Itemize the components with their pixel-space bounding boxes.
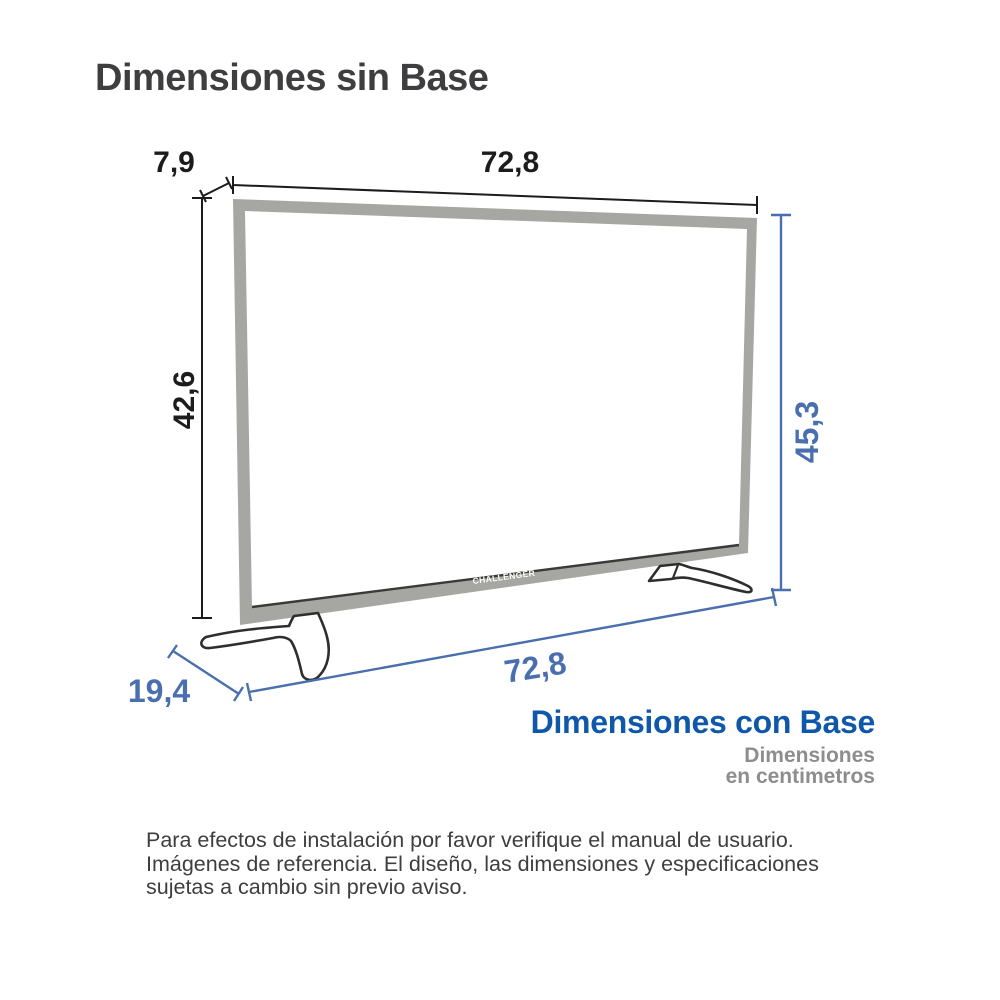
units-note-line1: Dimensiones — [744, 744, 875, 767]
width-without-base-label: 72,8 — [480, 146, 540, 179]
disclaimer-text — [146, 829, 906, 900]
width-with-base-label: 72,8 — [501, 644, 569, 690]
units-note-line2: en centimetros — [725, 765, 875, 788]
dimensions-with-base-caption — [531, 704, 875, 787]
with-base-title: Dimensiones con Base — [530, 704, 875, 740]
disclaimer-line-3: sujetas a cambio sin previo aviso. — [146, 875, 468, 899]
height-with-base-label: 45,3 — [789, 400, 825, 464]
tv-stand-right-leg — [649, 564, 752, 592]
depth-with-base-label: 19,4 — [127, 673, 191, 709]
tv-brand-logo: CHALLENGER — [471, 567, 536, 586]
disclaimer-line-1: Para efectos de instalación por favor verifique el manual de usuario. — [146, 828, 794, 852]
tv-figure — [201, 199, 757, 680]
tv-stand-left-leg — [201, 613, 328, 680]
dimension-line-height-right — [771, 215, 791, 590]
depth-without-base-label: 7,9 — [153, 146, 195, 179]
disclaimer-line-2: Imágenes de referencia. El diseño, las dimensiones y especificaciones — [146, 851, 819, 876]
height-without-base-label: 42,6 — [168, 370, 201, 430]
tv-screen — [245, 211, 747, 607]
page-title: Dimensiones sin Base — [95, 57, 489, 99]
